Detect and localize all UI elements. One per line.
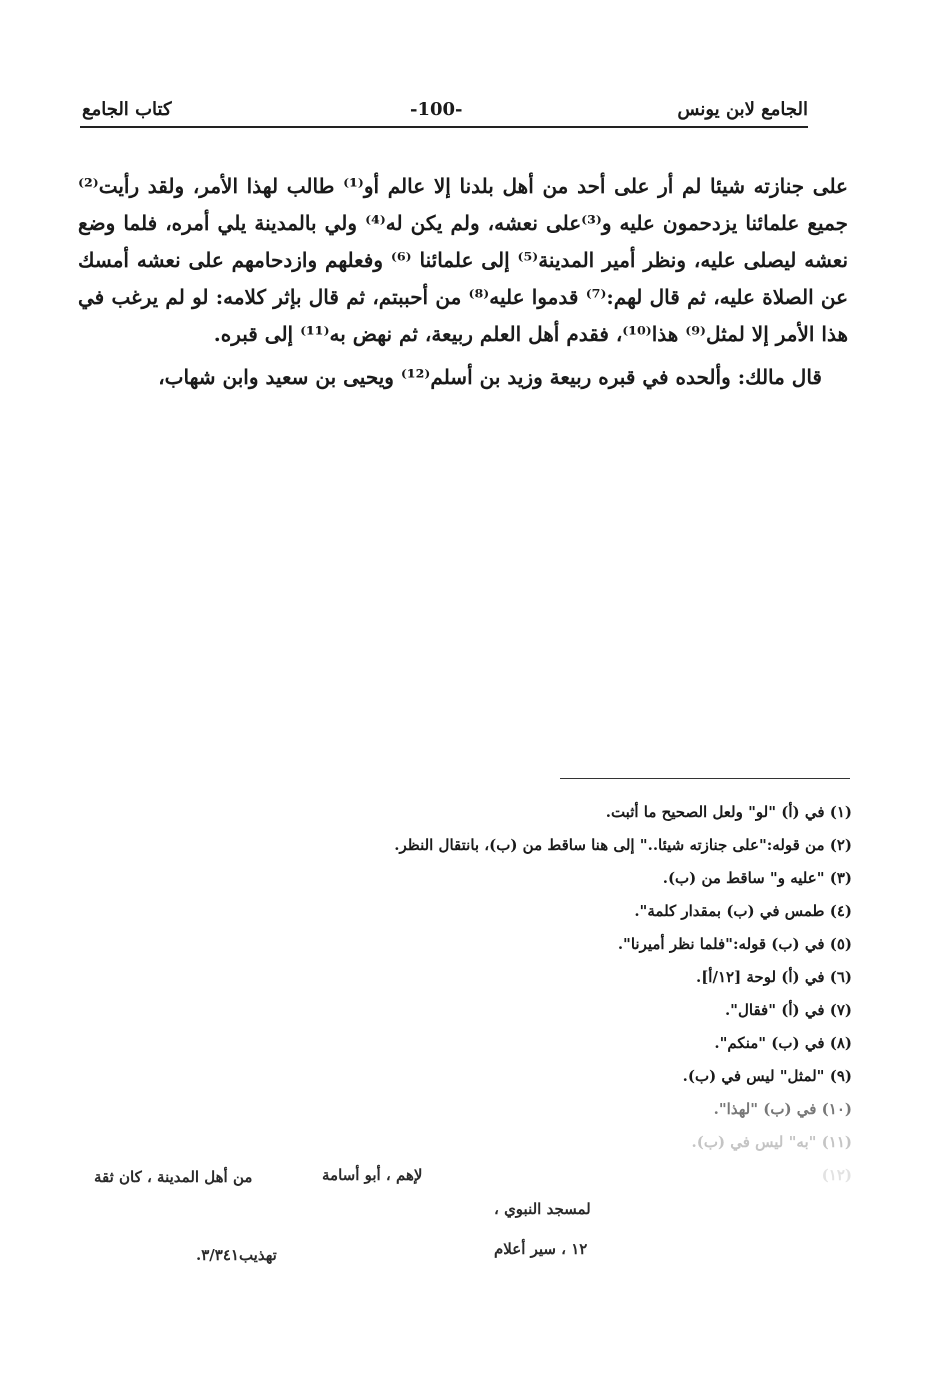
main-text [78, 168, 848, 396]
footnote-rule [560, 778, 850, 779]
bleedthrough-line-2: لمسجد النبوي ، [494, 1200, 591, 1218]
footnote-9: (٩) "لمثل" ليس في (ب). [682, 1067, 852, 1085]
running-title-left: كتاب الجامع [82, 99, 172, 120]
footnote-6: (٦) في (أ) لوحة [١٢/أ]. [695, 968, 852, 986]
header-rule [80, 126, 808, 128]
running-title-right: الجامع لابن يونس [677, 99, 808, 120]
bleedthrough-line-3: ١٢ ، سير أعلام [494, 1240, 588, 1258]
footnote-7: (٧) في (أ) "فقال". [724, 1001, 852, 1019]
footnote-10: (١٠) في (ب) "لهذا". [713, 1100, 852, 1118]
page-number: -100- [410, 99, 463, 120]
footnote-1: (١) في (أ) "لو" ولعل الصحيح ما أثبت. [605, 803, 852, 821]
footnote-4: (٤) طمس في (ب) بمقدار كلمة". [634, 902, 852, 920]
footnote-12: (١٢) [821, 1166, 852, 1184]
footnote-8: (٨) في (ب) "منكم". [714, 1034, 852, 1052]
footnotes [292, 796, 852, 1192]
bleedthrough-line-5: تهذيب٣/٣٤١. [196, 1246, 277, 1264]
footnote-2: (٢) من قوله:"على جنازته شيئا.." إلى هنا ساقط من (ب)، بانتقال النظر. [394, 836, 852, 854]
bleedthrough-line-4: من أهل المدينة ، كان ثقة [94, 1168, 253, 1186]
footnote-3: (٣) "عليه و" ساقط من (ب). [662, 869, 852, 887]
footnote-11: (١١) "به" ليس في (ب). [691, 1133, 852, 1151]
paragraph-2: قال مالك: وألحده في قبره ربيعة وزيد بن أسلم⁽¹²⁾ ويحيى بن سعيد وابن شهاب، [158, 365, 822, 389]
bleedthrough-line-1: لإهم ، أبو أسامة [322, 1166, 423, 1184]
paragraph-1: على جنازته شيئا لم أر على أحد من أهل بلدنا إلا عالم أو⁽¹⁾ طالب لهذا الأمر، ولقد رأيت⁽²⁾ جميع علمائنا يزدحمون عليه و⁽³⁾على نعشه، ولم يكن له⁽⁴⁾ ولي بالمدينة يلي أمره، فلما وضع نعشه ليصلى عليه، ونظر أمير المدينة⁽⁵⁾ إلى علمائنا ⁽⁶⁾ وفعلهم وازدحامهم على نعشه أمسك عن الصلاة عليه، ثم قال لهم:⁽⁷⁾ قدموا عليه⁽⁸⁾ من أحببتم، ثم قال بإثر كلامه: لو لم يرغب في هذا الأمر إلا لمثل⁽⁹⁾ هذا⁽¹⁰⁾، فقدم أهل العلم ربيعة، ثم نهض به⁽¹¹⁾ إلى قبره. [78, 174, 849, 346]
footnote-5: (٥) في (ب) قوله:"فلما نظر أميرنا". [617, 935, 852, 953]
